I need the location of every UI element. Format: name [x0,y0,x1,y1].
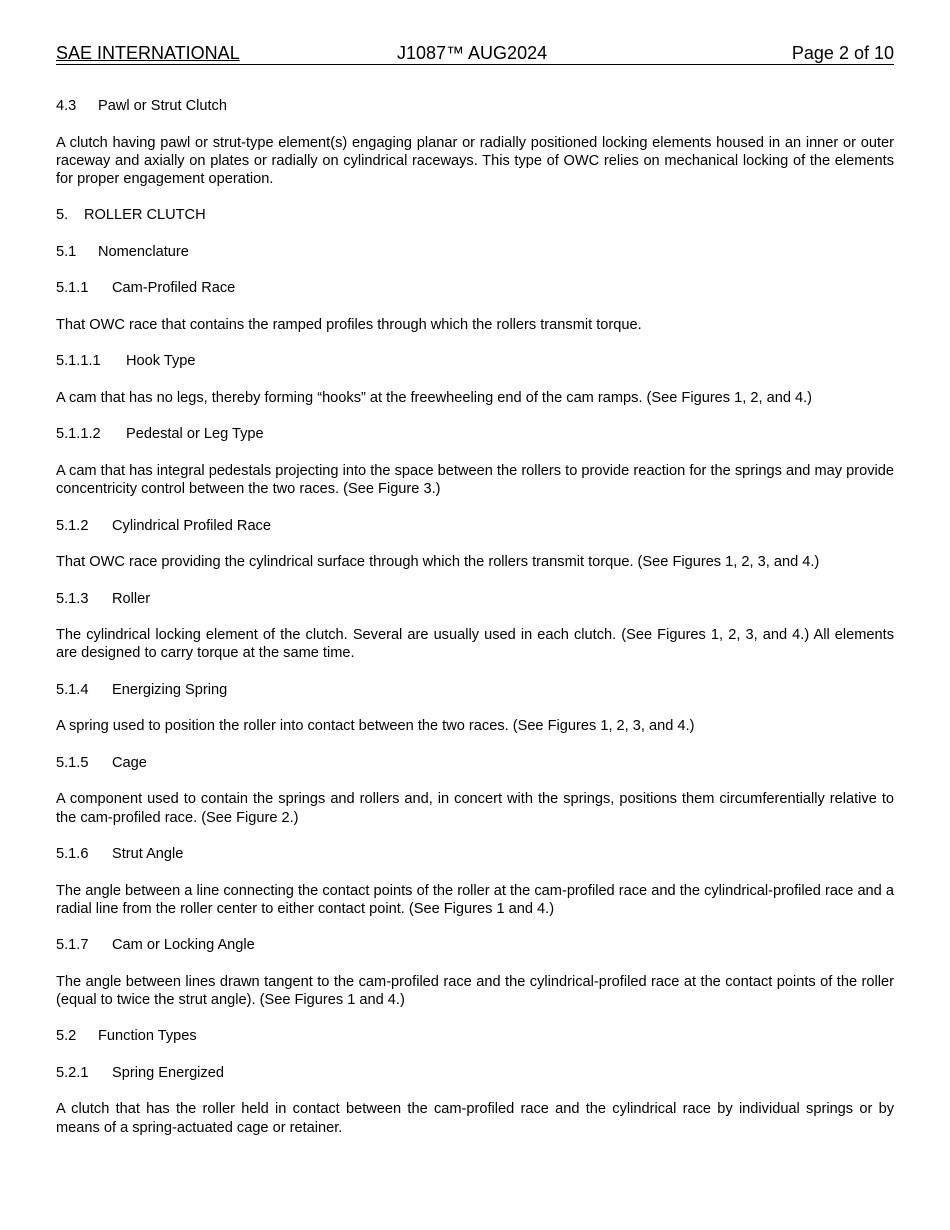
section-title: Roller [112,590,151,607]
section-paragraph: That OWC race that contains the ramped profiles through which the rollers transmit torque. [56,316,642,333]
section-heading [56,243,894,261]
section-paragraph: A spring used to position the roller into contact between the two races. (See Figures 1, 2, 3, and 4.) [56,718,695,735]
section-heading [56,845,894,863]
section-paragraph: The angle between a line connecting the contact points of the roller at the cam-profiled race and the cylindrical-profiled race and a radial line from the roller center to either contact point. (See Figures 1 and 4.) [56,882,894,917]
section-heading [56,425,894,443]
section-number: 5.1.1.1 [56,353,101,370]
section-number: 5.1.4 [56,681,89,698]
section-heading [56,590,894,608]
section-paragraph: A cam that has integral pedestals projecting into the space between the rollers to provide reaction for the springs and may provide concentricity control between the two races. (See Figure 3.) [56,462,894,498]
section-heading [56,206,894,224]
section-title: Pawl or Strut Clutch [98,98,227,114]
section-paragraph: A clutch that has the roller held in contact between the cam-profiled race and the cylindrical race by individual springs or by means of a spring-actuated cage or retainer. [56,1101,894,1136]
section-title: Cage [112,754,147,771]
section-title: Cam or Locking Angle [112,937,255,954]
section-heading [56,517,894,535]
section-title: Nomenclature [98,243,189,260]
header-page-number: Page 2 of 10 [791,43,894,63]
section-paragraph: A component used to contain the springs and rollers and, in concert with the springs, positions them circumferentially relative to the cam-profiled race. (See Figure 2.) [56,791,894,826]
section-paragraph: A cam that has no legs, thereby forming “hooks” at the freewheeling end of the cam ramps. (See Figures 1, 2, and 4.) [56,389,813,406]
section-number: 5.1.1 [56,280,89,297]
header-organization: SAE INTERNATIONAL [56,43,240,63]
section-paragraph: The angle between lines drawn tangent to the cam-profiled race and the cylindrical-profiled race at the contact points of the roller (equal to twice the strut angle). (See Figures 1 and 4.) [56,973,894,1008]
section-number: 5.1.1.2 [56,426,101,443]
section-heading [56,754,894,772]
header-document-id: J1087™ AUG2024 [397,43,548,63]
section-title: ROLLER CLUTCH [84,207,206,224]
section-heading [56,1027,894,1045]
section-heading [56,352,894,370]
section-heading [56,681,894,699]
section-number: 5.1.2 [56,517,89,534]
section-number: 5.2.1 [56,1064,89,1081]
section-heading [56,97,894,115]
section-number: 5.1 [56,243,77,260]
section-heading [56,279,894,297]
section-title: Strut Angle [112,846,184,863]
section-paragraph: A clutch having pawl or strut-type element(s) engaging planar or radially positioned locking elements housed in an inner or outer raceway and axially on plates or radially on cylindrical raceways. This type of OWC relies on mechanical locking of the elements for proper engagement operation. [56,134,894,187]
section-title: Hook Type [126,353,196,370]
document-body [56,97,894,1137]
section-title: Cam-Profiled Race [112,280,236,297]
section-title: Cylindrical Profiled Race [112,517,271,534]
section-number: 5.2 [56,1028,77,1045]
section-paragraph: That OWC race providing the cylindrical surface through which the rollers transmit torque. (See Figures 1, 2, 3, and 4.) [56,554,820,571]
section-title: Spring Energized [112,1064,224,1081]
section-paragraph: The cylindrical locking element of the clutch. Several are usually used in each clutch. (See Figures 1, 2, 3, and 4.) All elements are designed to carry torque at the same time. [56,627,894,662]
section-number: 5.1.5 [56,754,89,771]
section-heading [56,936,894,954]
section-number: 5. [56,207,69,224]
section-title: Function Types [98,1028,197,1045]
section-heading [56,1064,894,1082]
section-number: 4.3 [56,98,77,114]
section-title: Pedestal or Leg Type [126,426,264,443]
section-number: 5.1.3 [56,590,89,607]
section-number: 5.1.6 [56,846,89,863]
section-title: Energizing Spring [112,681,228,698]
section-number: 5.1.7 [56,937,89,954]
page-header [56,42,894,65]
